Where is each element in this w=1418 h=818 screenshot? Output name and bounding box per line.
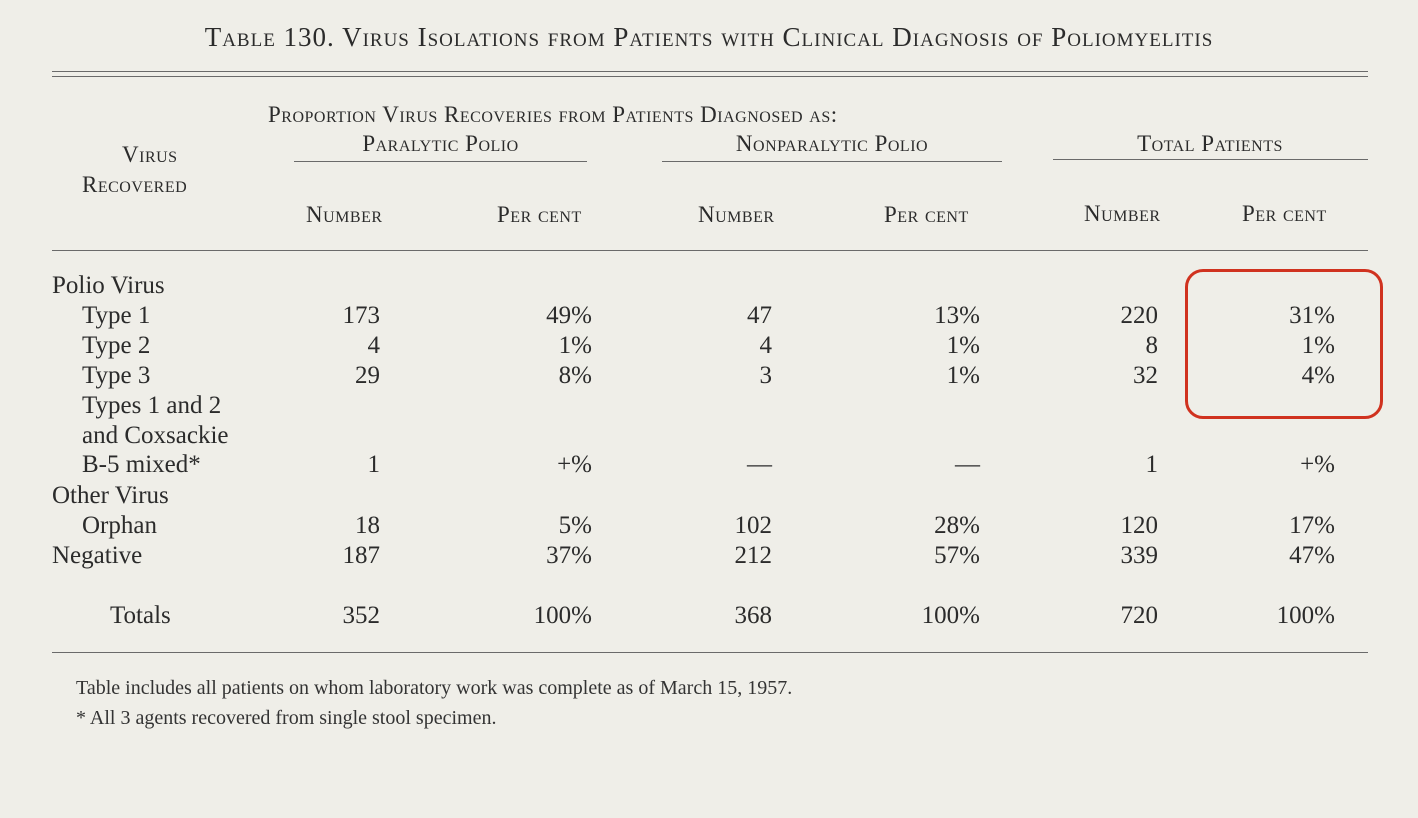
table-row-9-cell-2: 5% (558, 512, 592, 539)
header-nonparalytic: Nonparalytic Polio (735, 131, 929, 156)
table-row-10-cell-5: 339 (1120, 542, 1158, 569)
header-paralytic: Paralytic Polio (362, 131, 519, 156)
header-virus: Virus (122, 142, 178, 167)
footnote-2: * All 3 agents recovered from single stool specimen. (76, 707, 497, 729)
highlight-box (1185, 269, 1383, 419)
total-rule (1053, 159, 1368, 160)
table-row-4-cell-6: 4% (1301, 362, 1335, 389)
table-row-1-label: Polio Virus (52, 272, 165, 299)
table-row-4-cell-4: 1% (946, 362, 980, 389)
totals-row-cell-2: 100% (533, 602, 592, 629)
table-row-5-label: Types 1 and 2 (82, 392, 222, 419)
table-row-4-cell-3: 3 (759, 362, 772, 389)
table-row-10-cell-3: 212 (734, 542, 772, 569)
table-row-3-cell-5: 8 (1145, 332, 1158, 359)
table-row-7-cell-4: — (955, 451, 980, 478)
table-title: Table 130. Virus Isolations from Patients with Clinical Diagnosis of Poliomyelitis (204, 22, 1214, 52)
table-row-8-label: Other Virus (52, 482, 169, 509)
table-row-9-label: Orphan (82, 512, 157, 539)
table-row-4-label: Type 3 (82, 362, 151, 389)
bottom-rule (52, 652, 1368, 653)
totals-row-cell-1: 352 (342, 602, 380, 629)
table-row-2-cell-6: 31% (1289, 302, 1335, 329)
header-recovered: Recovered (82, 172, 188, 197)
col-header-percent-3: Per cent (1242, 201, 1327, 226)
table-row-2-cell-2: 49% (546, 302, 592, 329)
col-header-number-3: Number (1084, 201, 1161, 226)
table-row-2-label: Type 1 (82, 302, 151, 329)
table-row-2-cell-5: 220 (1120, 302, 1158, 329)
totals-row-label: Totals (110, 602, 171, 629)
table-row-10-cell-2: 37% (546, 542, 592, 569)
totals-row-cell-5: 720 (1120, 602, 1158, 629)
table-row-7-cell-5: 1 (1145, 451, 1158, 478)
totals-row-cell-3: 368 (734, 602, 772, 629)
table-row-7-cell-2: +% (557, 451, 592, 478)
header-total: Total Patients (1137, 131, 1283, 156)
col-header-percent-2: Per cent (884, 202, 969, 227)
table-row-2-cell-3: 47 (747, 302, 772, 329)
header-proportion: Proportion Virus Recoveries from Patients Diagnosed as: (268, 102, 838, 127)
table-row-10-cell-4: 57% (934, 542, 980, 569)
table-row-4-cell-2: 8% (558, 362, 592, 389)
totals-row-cell-6: 100% (1276, 602, 1335, 629)
table-row-10-cell-1: 187 (342, 542, 380, 569)
table-row-9-cell-3: 102 (734, 512, 772, 539)
table-row-9-cell-5: 120 (1120, 512, 1158, 539)
table-row-3-cell-3: 4 (759, 332, 772, 359)
table-row-6-label: and Coxsackie (82, 422, 229, 449)
table-row-3-cell-6: 1% (1301, 332, 1335, 359)
table-row-3-label: Type 2 (82, 332, 151, 359)
table-row-2-cell-1: 173 (342, 302, 380, 329)
footnote-1: Table includes all patients on whom laboratory work was complete as of March 15, 1957. (76, 677, 793, 699)
table-row-3-cell-2: 1% (558, 332, 592, 359)
header-bottom-rule (52, 250, 1368, 251)
table-row-2-cell-4: 13% (934, 302, 980, 329)
table-row-7-cell-6: +% (1300, 451, 1335, 478)
table-row-4-cell-5: 32 (1133, 362, 1158, 389)
table-row-7-cell-3: — (747, 451, 772, 478)
paralytic-rule (294, 161, 587, 162)
table-row-9-cell-6: 17% (1289, 512, 1335, 539)
table-row-3-cell-4: 1% (946, 332, 980, 359)
totals-row-cell-4: 100% (921, 602, 980, 629)
table-row-10-cell-6: 47% (1289, 542, 1335, 569)
table-row-9-cell-1: 18 (355, 512, 380, 539)
table-row-3-cell-1: 4 (367, 332, 380, 359)
col-header-percent-1: Per cent (497, 202, 582, 227)
col-header-number-2: Number (698, 202, 775, 227)
table-row-9-cell-4: 28% (934, 512, 980, 539)
table-row-7-cell-1: 1 (367, 451, 380, 478)
table-row-7-label: B-5 mixed* (82, 451, 201, 478)
table-row-10-label: Negative (52, 542, 143, 569)
col-header-number-1: Number (306, 202, 383, 227)
table-row-4-cell-1: 29 (355, 362, 380, 389)
nonparalytic-rule (662, 161, 1002, 162)
